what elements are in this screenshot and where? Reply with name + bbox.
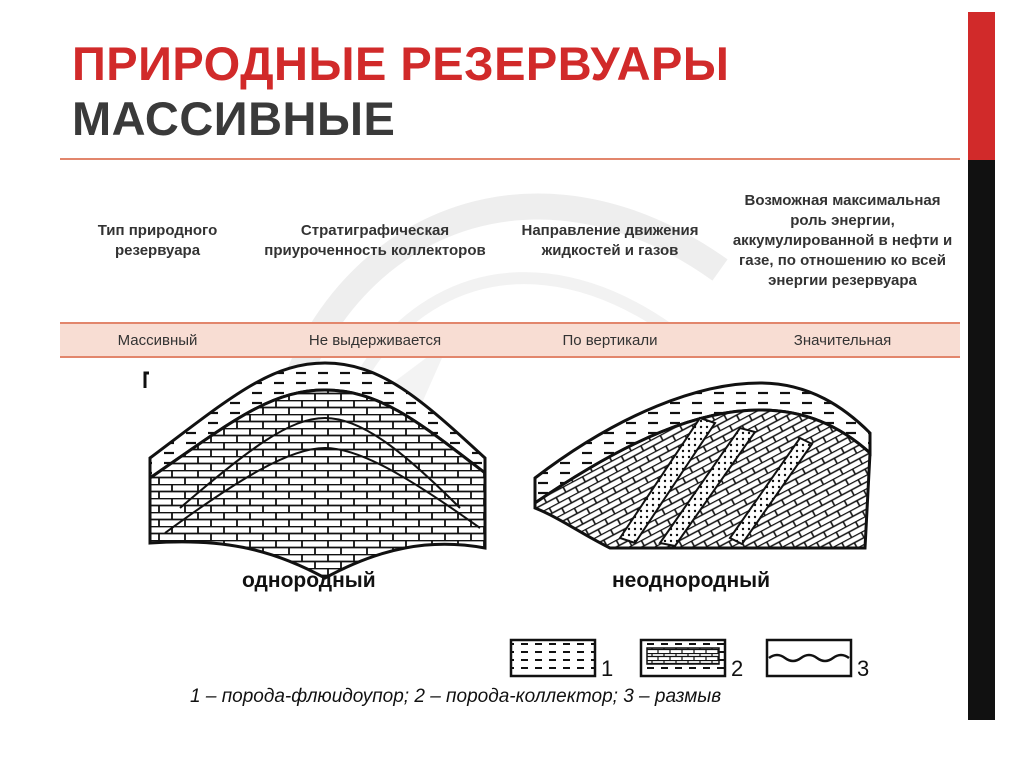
heterogeneous-anticline (535, 383, 870, 548)
legend-symbol-erosion (767, 640, 851, 676)
caption-homogeneous: однородный (242, 569, 376, 592)
slide-title (72, 36, 729, 146)
legend-symbols (505, 632, 885, 680)
legend-symbol-reservoir (641, 640, 725, 676)
reservoir-table (60, 160, 960, 358)
homogeneous-anticline (145, 363, 485, 578)
legend-num-3: 3 (857, 656, 870, 680)
legend-num-1: 1 (601, 656, 614, 680)
side-accent-red (968, 12, 995, 160)
legend-symbol-seal (511, 640, 595, 676)
side-accent-bar (968, 12, 995, 720)
cell-stratigraphy: Не выдерживается (255, 323, 495, 357)
header-type: Тип природного резервуара (60, 160, 255, 323)
header-energy-role: Возможная максимальная роль энергии, аккумулированной в нефти и газе, по отношению ко всей энергии резервуара (725, 160, 960, 323)
caption-heterogeneous: неоднородный (612, 569, 770, 592)
header-direction: Направление движения жидкостей и газов (495, 160, 725, 323)
cell-energy-role: Значительная (725, 323, 960, 357)
reservoir-illustration (140, 358, 880, 598)
table-header-row (60, 160, 960, 323)
cell-type: Массивный (60, 323, 255, 357)
header-stratigraphy: Стратиграфическая приуроченность коллекторов (255, 160, 495, 323)
legend-description: 1 – порода-флюидоупор; 2 – порода-коллектор; 3 – размыв (190, 686, 722, 707)
title-line-1: ПРИРОДНЫЕ РЕЗЕРВУАРЫ (72, 37, 730, 90)
cell-direction: По вертикали (495, 323, 725, 357)
legend-num-2: 2 (731, 656, 744, 680)
table-row (60, 323, 960, 357)
title-line-2: МАССИВНЫЕ (72, 92, 396, 145)
